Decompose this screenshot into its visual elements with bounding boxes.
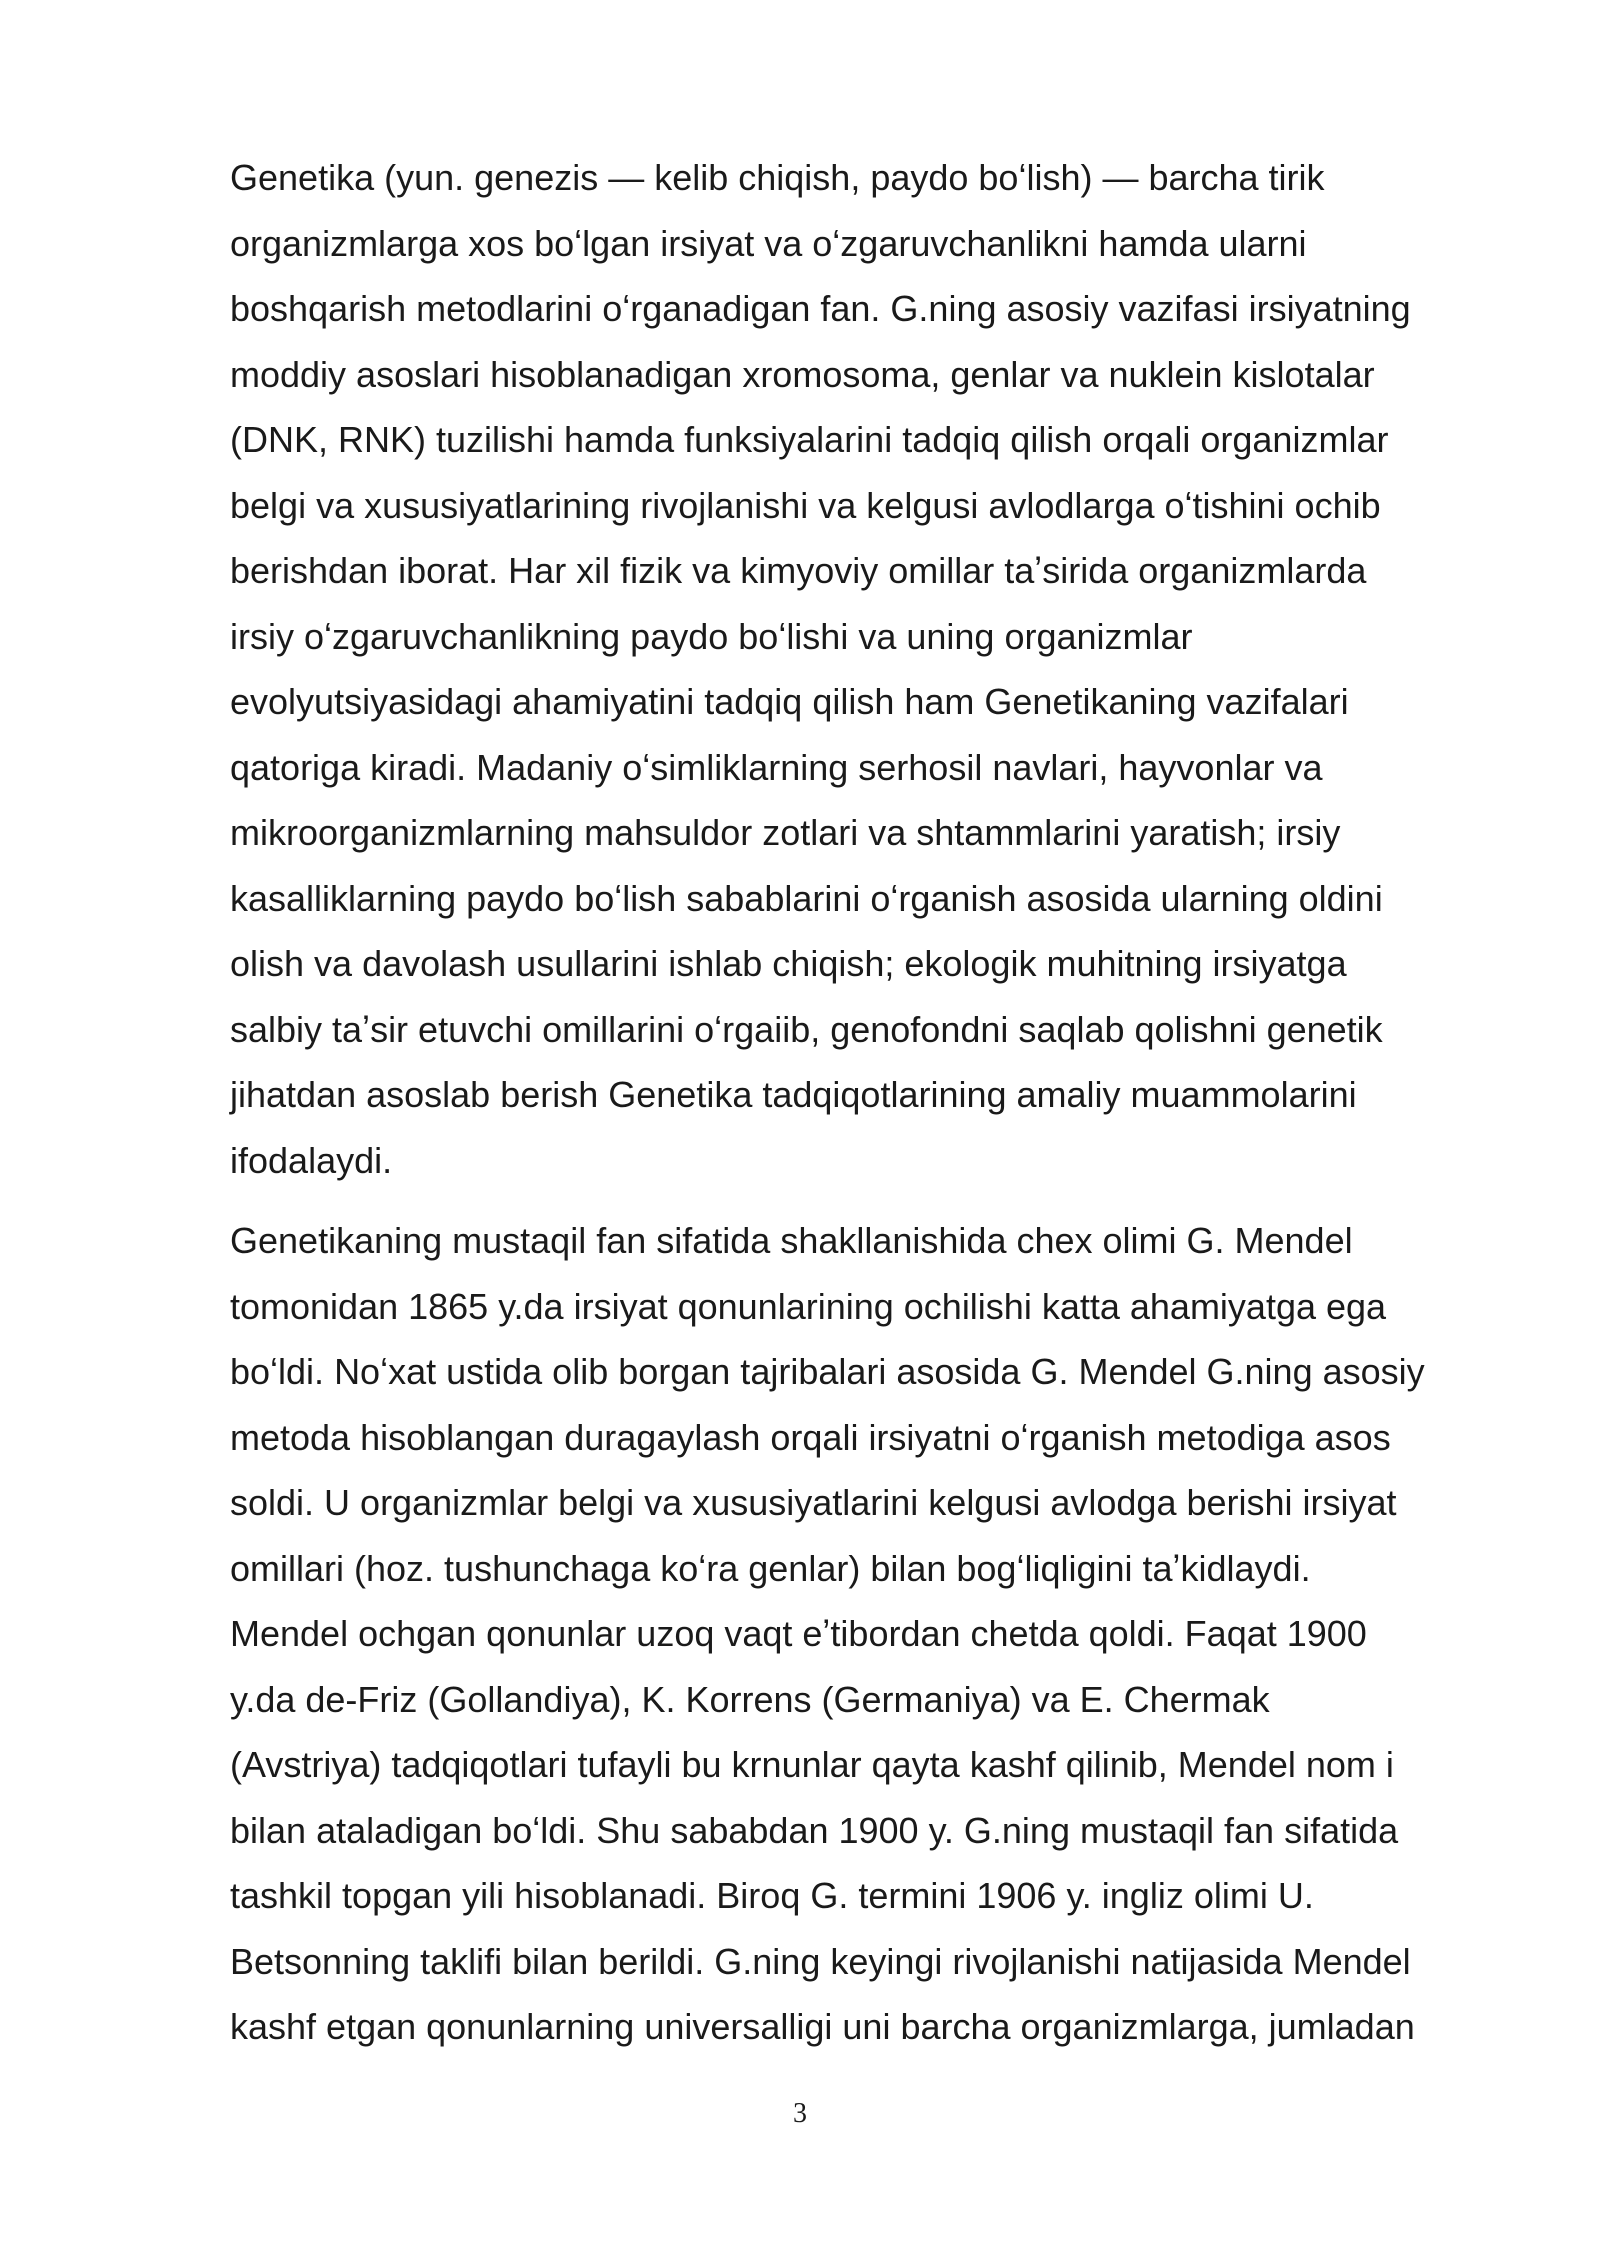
paragraph-2 xyxy=(230,1208,1510,2060)
text-line: tomonidan 1865 y.da irsiyat qonunlarining ochilishi katta ahamiyatga ega xyxy=(230,1285,1387,1327)
text-line: organizmlarga xos boʻlgan irsiyat va oʻzgaruvchanlikni hamda ularni xyxy=(230,222,1307,264)
text-line: berishdan iborat. Har xil fizik va kimyoviy omillar taʼsirida organizmlarda xyxy=(230,550,1367,591)
text-line: soldi. U organizmlar belgi va xususiyatlarini kelgusi avlodga berishi irsiyat xyxy=(230,1482,1397,1523)
text-line: omillari (hoz. tushunchaga koʻra genlar) bilan bogʻliqligini taʼkidlaydi. xyxy=(230,1547,1311,1589)
text-line: irsiy oʻzgaruvchanlikning paydo boʻlishi va uning organizmlar xyxy=(230,615,1193,657)
text-line: Genetikaning mustaqil fan sifatida shakllanishida chex olimi G. Mendel xyxy=(230,1220,1353,1261)
text-line: boshqarish metodlarini oʻrganadigan fan. G.ning asosiy vazifasi irsiyatning xyxy=(230,288,1411,329)
text-line: kashf etgan qonunlarning universalligi uni barcha organizmlarga, jumladan xyxy=(230,2006,1415,2047)
text-line: (Avstriya) tadqiqotlari tufayli bu krnunlar qayta kashf qilinib, Mendel nom i xyxy=(230,1744,1394,1785)
text-line: jihatdan asoslab berish Genetika tadqiqotlarining amaliy muammolarini xyxy=(230,1074,1357,1115)
text-line: y.da de-Friz (Gollandiya), K. Korrens (Germaniya) va E. Chermak xyxy=(230,1678,1270,1720)
text-line: olish va davolash usullarini ishlab chiqish; ekologik muhitning irsiyatga xyxy=(230,943,1347,984)
text-line: evolyutsiyasidagi ahamiyatini tadqiq qilish ham Genetikaning vazifalari xyxy=(230,681,1349,722)
text-line: (DNK, RNK) tuzilishi hamda funksiyalarini tadqiq qilish orqali organizmlar xyxy=(230,419,1389,460)
text-line: Genetika (yun. genezis — kelib chiqish, paydo boʻlish) — barcha tirik xyxy=(230,157,1325,198)
text-line: kasalliklarning paydo boʻlish sabablarini oʻrganish asosida ularning oldini xyxy=(230,877,1383,919)
text-line: bilan ataladigan boʻldi. Shu sababdan 1900 y. G.ning mustaqil fan sifatida xyxy=(230,1809,1399,1851)
text-line: belgi va xususiyatlarining rivojlanishi va kelgusi avlodlarga oʻtishini ochib xyxy=(230,484,1381,526)
page-number: 3 xyxy=(793,2098,807,2129)
text-line: salbiy taʼsir etuvchi omillarini oʻrgaiib, genofondni saqlab qolishni genetik xyxy=(230,1008,1383,1050)
text-line: moddiy asoslari hisoblanadigan xromosoma, genlar va nuklein kislotalar xyxy=(230,353,1375,395)
text-line: metoda hisoblangan duragaylash orqali irsiyatni oʻrganish metodiga asos xyxy=(230,1416,1391,1458)
text-line: boʻldi. Noʻxat ustida olib borgan tajribalari asosida G. Mendel G.ning asosiy xyxy=(230,1351,1425,1392)
text-line: mikroorganizmlarning mahsuldor zotlari va shtammlarini yaratish; irsiy xyxy=(230,812,1341,853)
text-line: qatoriga kiradi. Madaniy oʻsimliklarning serhosil navlari, hayvonlar va xyxy=(230,746,1323,788)
text-line: Betsonning taklifi bilan berildi. G.ning keyingi rivojlanishi natijasida Mendel xyxy=(230,1940,1411,1982)
paragraph-1 xyxy=(230,145,1510,1193)
text-line: Mendel ochgan qonunlar uzoq vaqt eʼtibordan chetda qoldi. Faqat 1900 xyxy=(230,1613,1367,1654)
body-text xyxy=(230,145,1510,2060)
text-line: ifodalaydi. xyxy=(230,1139,393,1181)
text-line: tashkil topgan yili hisoblanadi. Biroq G. termini 1906 y. ingliz olimi U. xyxy=(230,1875,1314,1916)
